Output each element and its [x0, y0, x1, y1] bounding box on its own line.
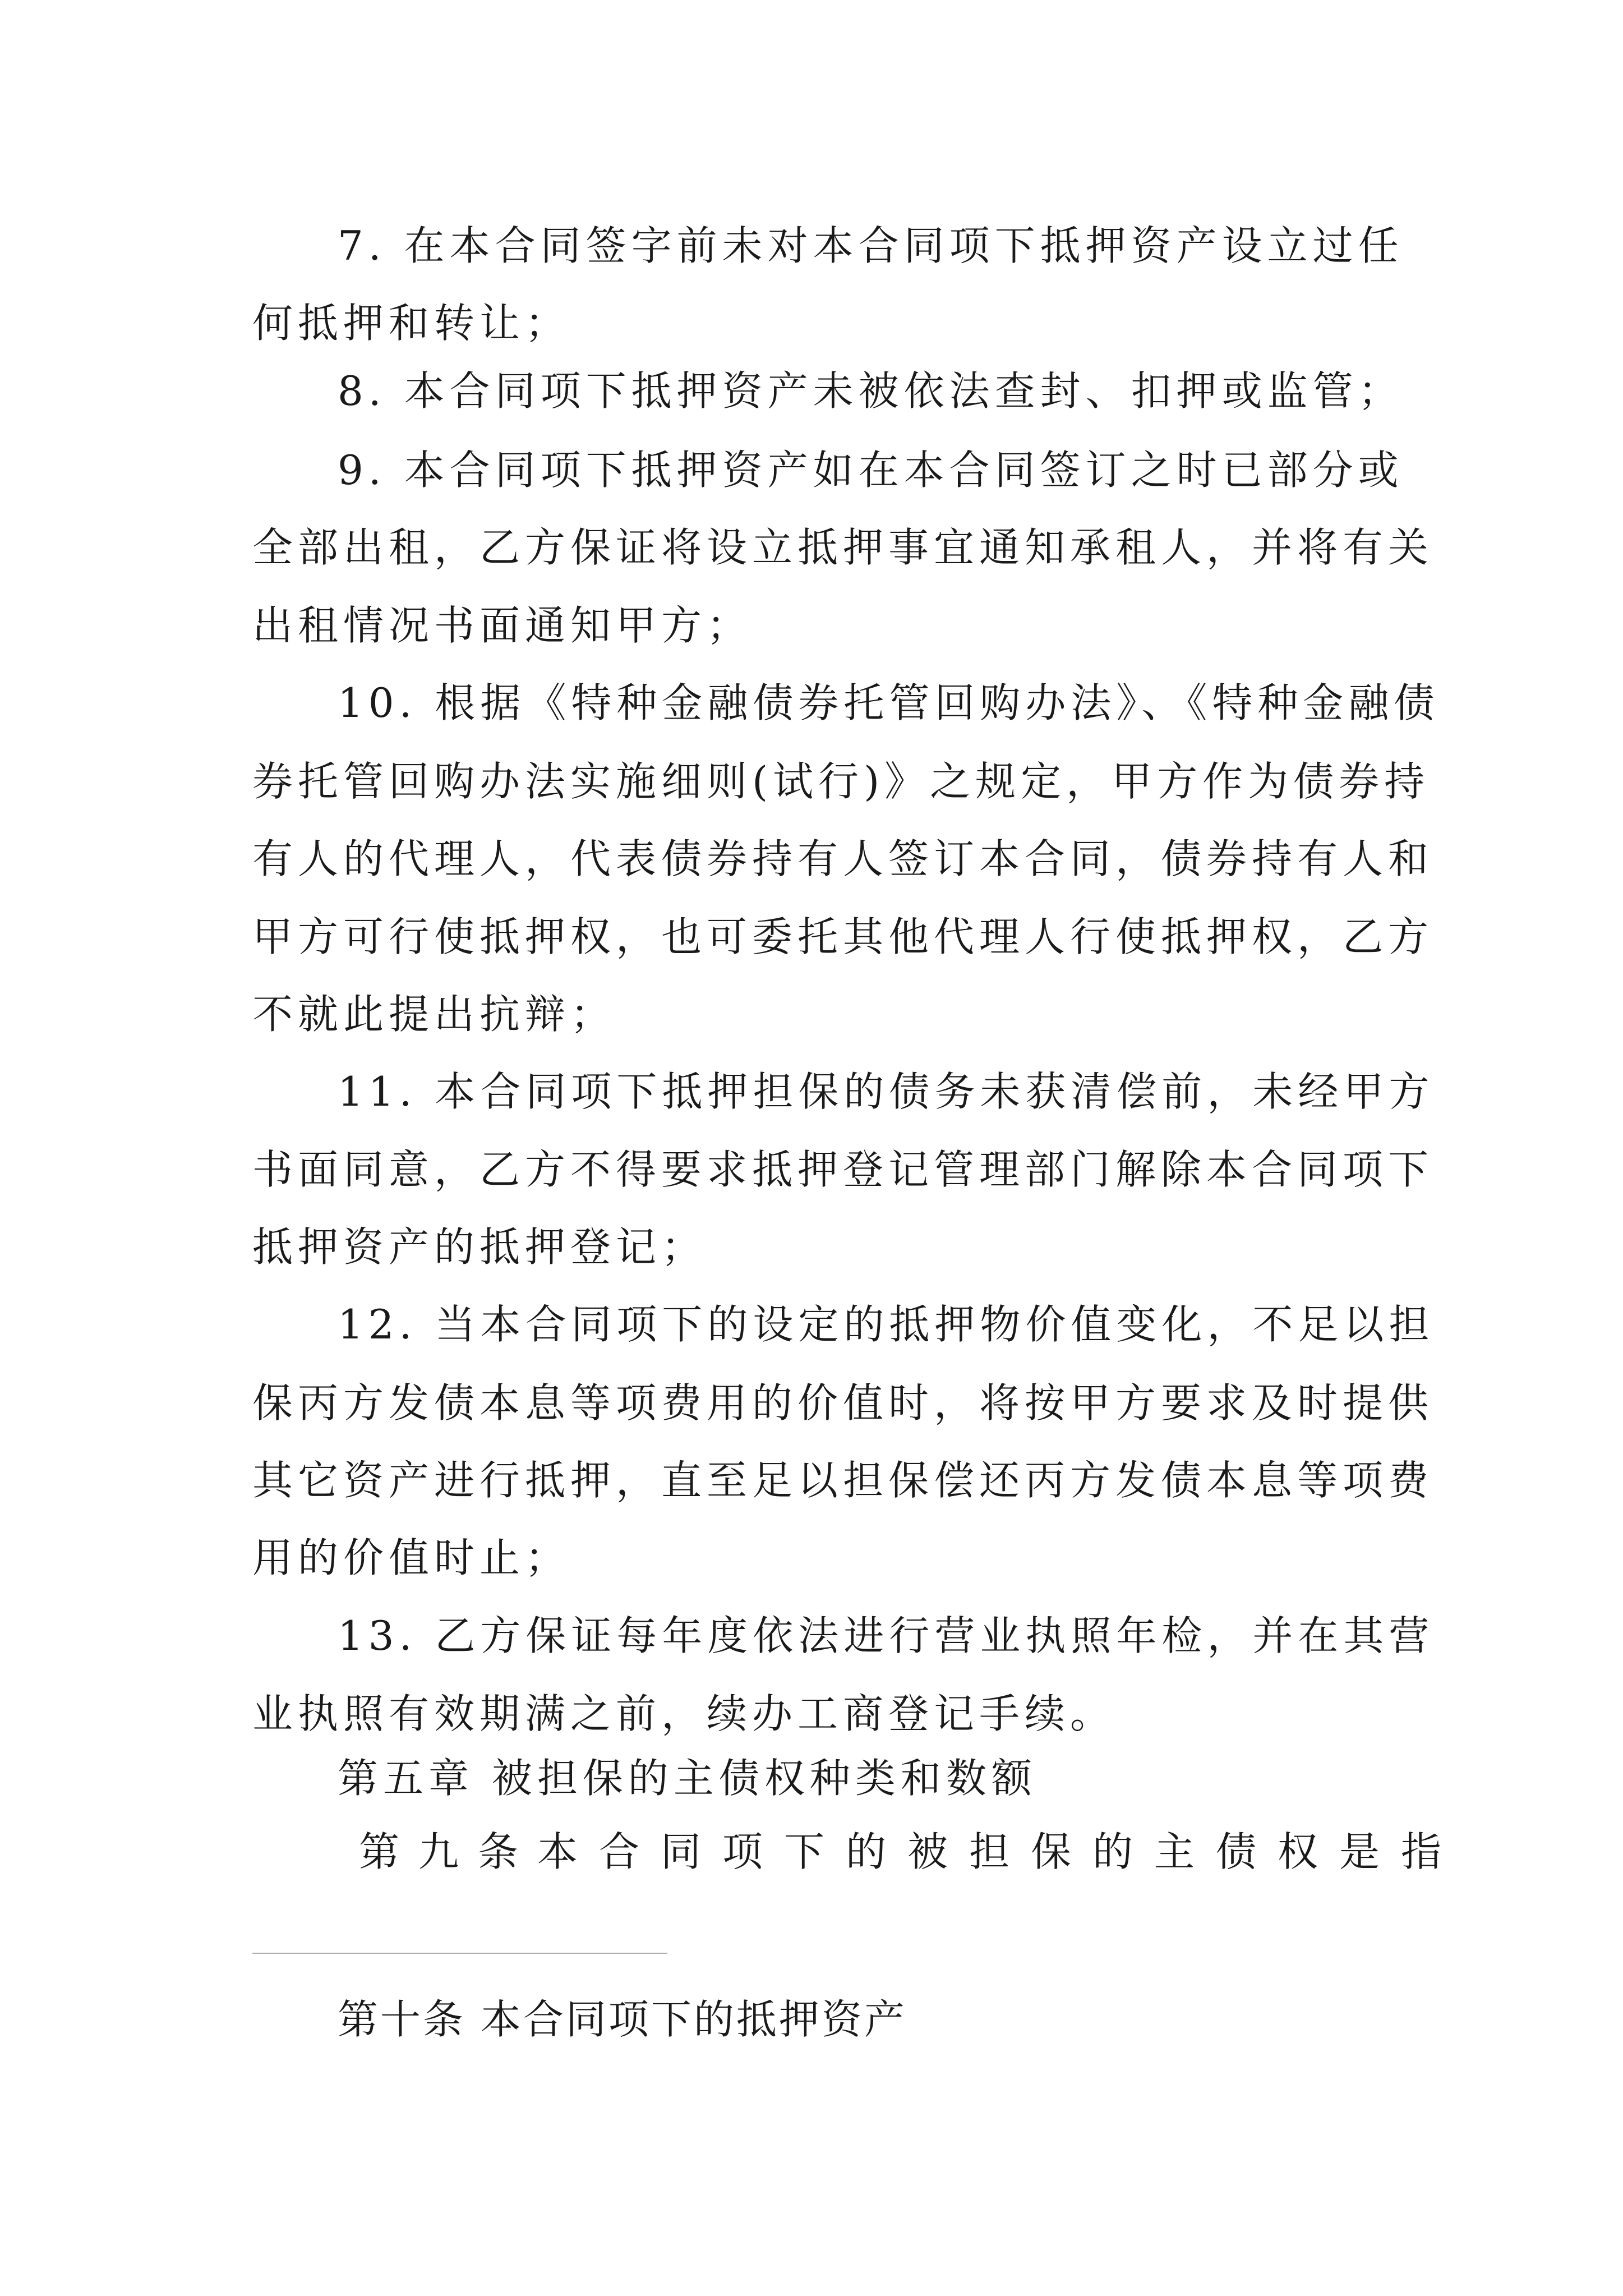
paragraph-line: 甲方可行使抵押权，也可委托其他代理人行使抵押权，乙方: [252, 913, 1434, 960]
paragraph-line: 13. 乙方保证每年度依法进行营业执照年检，并在其营: [338, 1612, 1435, 1659]
paragraph-line: 业执照有效期满之前，续办工商登记手续。: [252, 1690, 1116, 1737]
paragraph-line: 11. 本合同项下抵押担保的债务未获清偿前，未经甲方: [338, 1068, 1435, 1115]
paragraph-line: 券托管回购办法实施细则(试行)》之规定，甲方作为债券持: [252, 758, 1430, 805]
paragraph-line: 出租情况书面通知甲方；: [252, 602, 753, 649]
paragraph-line: 书面同意，乙方不得要求抵押登记管理部门解除本合同项下: [252, 1146, 1434, 1193]
paragraph-line: 用的价值时止；: [252, 1534, 571, 1581]
paragraph-line: 全部出租，乙方保证将设立抵押事宜通知承租人，并将有关: [252, 524, 1434, 571]
paragraph-line: 8. 本合同项下抵押资产未被依法查封、扣押或监管；: [338, 367, 1404, 415]
article-9-line: [359, 1824, 1463, 1880]
paragraph-line: 7. 在本合同签字前未对本合同项下抵押资产设立过任: [338, 222, 1404, 269]
paragraph-line: 12. 当本合同项下的设定的抵押物价值变化，不足以担: [338, 1301, 1435, 1348]
paragraph-line: 不就此提出抗辩；: [252, 991, 616, 1038]
paragraph-line: 保丙方发债本息等项费用的价值时，将按甲方要求及时提供: [252, 1379, 1434, 1427]
article-10-line: 第十条 本合同项下的抵押资产: [338, 1996, 907, 2043]
paragraph-line: 抵押资产的抵押登记；: [252, 1223, 707, 1271]
paragraph-line: 10. 根据《特种金融债券托管回购办法》、《特种金融债: [338, 679, 1440, 726]
article-9-text: 本合同项下的被担保的主债权是指: [537, 1828, 1463, 1875]
paragraph-line: 其它资产进行抵押，直至足以担保偿还丙方发债本息等项费: [252, 1457, 1434, 1504]
paragraph-line: 有人的代理人，代表债券持有人签订本合同，债券持有人和: [252, 835, 1434, 882]
footnote-separator: [252, 1953, 667, 1954]
paragraph-line: 9. 本合同项下抵押资产如在本合同签订之时已部分或: [338, 447, 1404, 494]
article-9-label: 第九条: [359, 1828, 538, 1875]
paragraph-line: 何抵押和转让；: [252, 300, 571, 347]
chapter-heading: 第五章 被担保的主债权种类和数额: [338, 1755, 1037, 1802]
